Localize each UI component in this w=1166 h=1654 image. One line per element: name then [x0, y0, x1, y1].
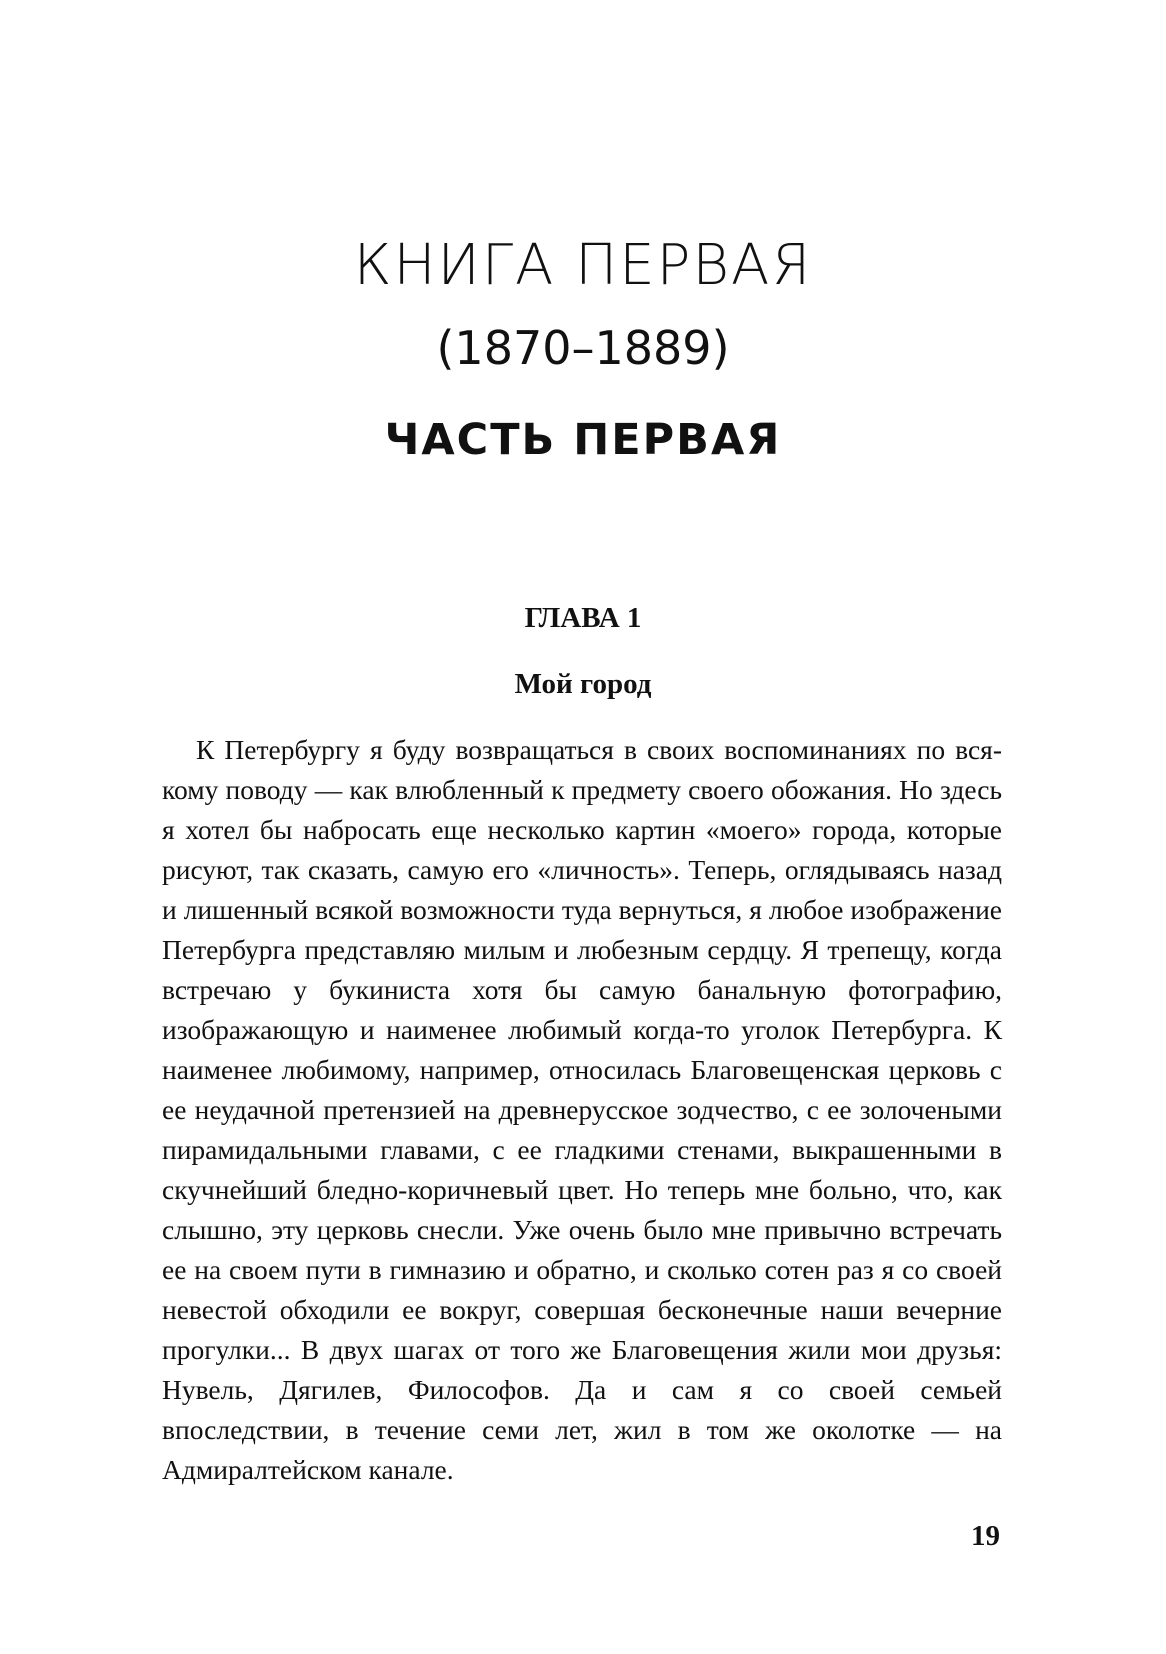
page-number: 19 [971, 1520, 1000, 1552]
part-title: ЧАСТЬ ПЕРВАЯ [384, 415, 782, 465]
body-paragraph: К Петербургу я буду возвращаться в своих воспоминаниях по всякому поводу — как влюбленный к предмету своего обожания. Но здесь я хотел бы набросать еще несколько картин «моего» города, которые рисуют, так сказать, самую его «личность». Теперь, оглядываясь назад и лишенный всякой возможности туда вернуться, я любое изображение Петербурга представляю милым и любезным сердцу. Я трепещу, когда встречаю у букиниста хотя бы самую банальную фотографию, изображающую и наименее любимый когда-то уголок Петербурга. К наименее любимому, например, относилась Благовещенская церковь с ее неудачной претензией на древнерусское зодчество, с ее золочеными пирамидальными главами, с ее гладкими стенами, выкрашенными в скучнейший бледно-коричневый цвет. Но теперь мне больно, что, как слышно, эту церковь снесли. Уже очень было мне привычно встречать ее на своем пути в гимназию и обратно, и сколько сотен раз я со своей невестой обходили ее вокруг, совершая бесконечные наши вечерние прогулки... В двух шагах от того же Благовещения жили мои друзья: Нувель, Дягилев, Философов. Да и сам я со своей семьей впоследствии, в течение семи лет, жил в том же околотке — на Адмиралтейском канале. [162, 734, 1002, 1485]
chapter-title: ГЛАВА 1 [524, 602, 642, 634]
book-title: КНИГА ПЕРВАЯ [353, 233, 813, 298]
book-years: (1870–1889) [436, 321, 730, 375]
chapter-subtitle: Мой город [514, 668, 652, 700]
